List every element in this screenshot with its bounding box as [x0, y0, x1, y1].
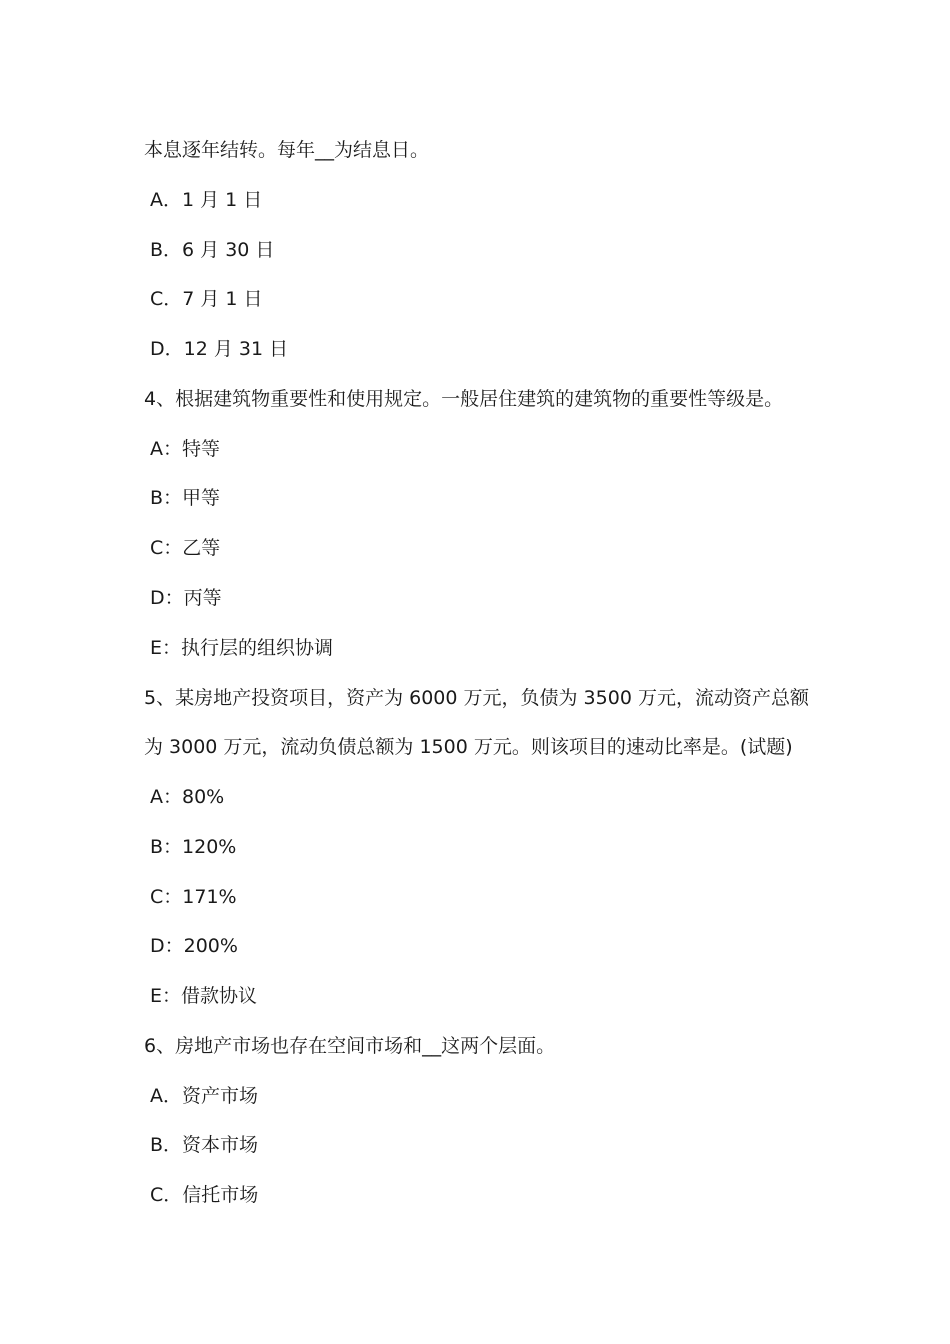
- option-b: B．6 月 30 日: [150, 239, 275, 261]
- option-c: C：171%: [150, 886, 237, 908]
- question-4: 4、根据建筑物重要性和使用规定。一般居住建筑的建筑物的重要性等级是。: [144, 388, 784, 410]
- option-a: A．1 月 1 日: [150, 189, 263, 211]
- option-a: A：80%: [150, 786, 225, 808]
- option-c: C：乙等: [150, 537, 221, 559]
- option-c: C．信托市场: [150, 1184, 259, 1206]
- option-a: A：特等: [150, 438, 220, 460]
- question-5: 5、某房地产投资项目，资产为 6000 万元，负债为 3500 万元，流动资产总额: [144, 687, 809, 709]
- option-e: E：执行层的组织协调: [150, 637, 334, 659]
- option-b: B：甲等: [150, 487, 221, 509]
- option-b: B：120%: [150, 836, 237, 858]
- option-d: D：丙等: [150, 587, 222, 609]
- option-e: E：借款协议: [150, 985, 258, 1007]
- option-d: D．12 月 31 日: [150, 338, 289, 360]
- option-c: C．7 月 1 日: [150, 288, 263, 310]
- option-a: A．资产市场: [150, 1085, 258, 1107]
- question-6: 6、房地产市场也存在空间市场和__这两个层面。: [144, 1035, 556, 1057]
- option-b: B．资本市场: [150, 1134, 259, 1156]
- question-5-continuation: 为 3000 万元，流动负债总额为 1500 万元。则该项目的速动比率是。(试题): [144, 736, 793, 758]
- question-continuation: 本息逐年结转。每年__为结息日。: [144, 139, 430, 161]
- option-d: D：200%: [150, 935, 238, 957]
